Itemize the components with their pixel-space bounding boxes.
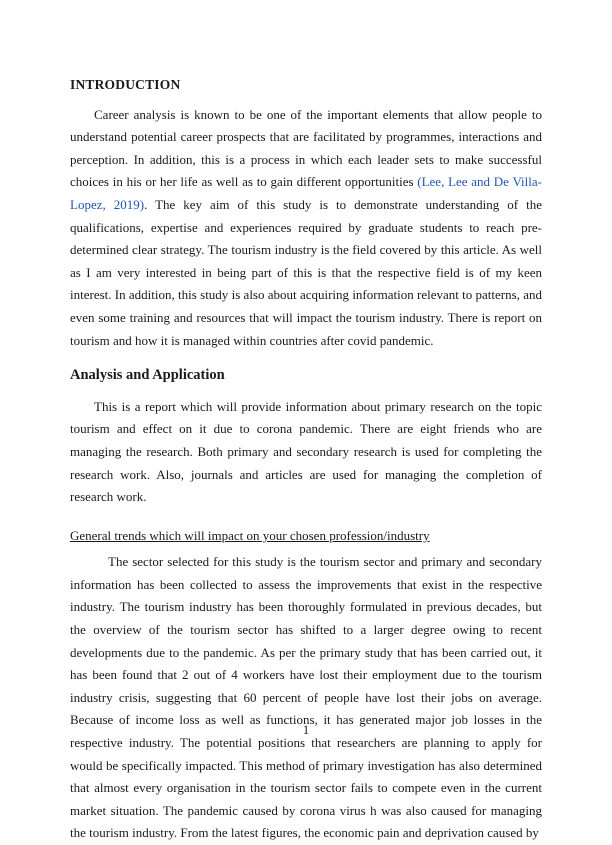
intro-heading: INTRODUCTION [70,77,181,92]
intro-text-before-citation: Career analysis is known to be one of the important elements that allow people to understand potential career prospects that are facilitated by programmes, interactions and perception. In addition, this is a process in which each leader sets to make successful choices in his or her life as well as to gain different opportunities [70,106,542,190]
citation-link[interactable]: (Lee, Lee and De Villa-Lopez, 2019) [70,174,542,212]
page-number: 1 [302,723,310,738]
intro-paragraph [70,104,542,353]
trends-heading: General trends which will impact on your chosen profession/industry [70,527,430,543]
trends-paragraph: The sector selected for this study is the tourism sector and primary and secondary information has been collected to assess the improvements that exist in the respective industry. The tourism industry has been thoroughly formulated in previous decades, but the overview of the tourism sector has shifted to a larger degree owing to recent developments due to the pandemic. As per the primary study that has been carried out, it has been found that 2 out of 4 workers have lost their employment due to the tourism industry crisis, suggesting that 60 percent of people have lost their jobs on average. Because of income loss as well as functions, it has generated major job losses in the respective industry. The potential positions that researchers are planning to apply for would be specifically impacted. This method of primary investigation has also determined that almost every organisation in the tourism sector fails to compete even in the current market situation. The pandemic caused by corona virus h was also caused for managing the tourism industry. From the latest figures, the economic pain and deprivation caused by [70,554,542,841]
analysis-heading: Analysis and Application [70,367,225,384]
intro-text-after-citation: . The key aim of this study is to demonstrate understanding of the qualifications, expertise and experiences required by graduate students to reach pre-determined clear strategy. The tourism industry is the field covered by this article. As well as I am very interested in being part of this is that the respective field is of my keen interest. In addition, this study is also about acquiring information relevant to patterns, and even some training and resources that will impact the tourism industry. There is report on tourism and how it is managed within countries after covid pandemic. [70,196,542,348]
analysis-paragraph: This is a report which will provide information about primary research on the topic tourism and effect on it due to corona pandemic. There are eight friends who are managing the research. Both primary and secondary research is used for completing the research work. Also, journals and articles are used for managing the completion of research work. [70,398,542,505]
